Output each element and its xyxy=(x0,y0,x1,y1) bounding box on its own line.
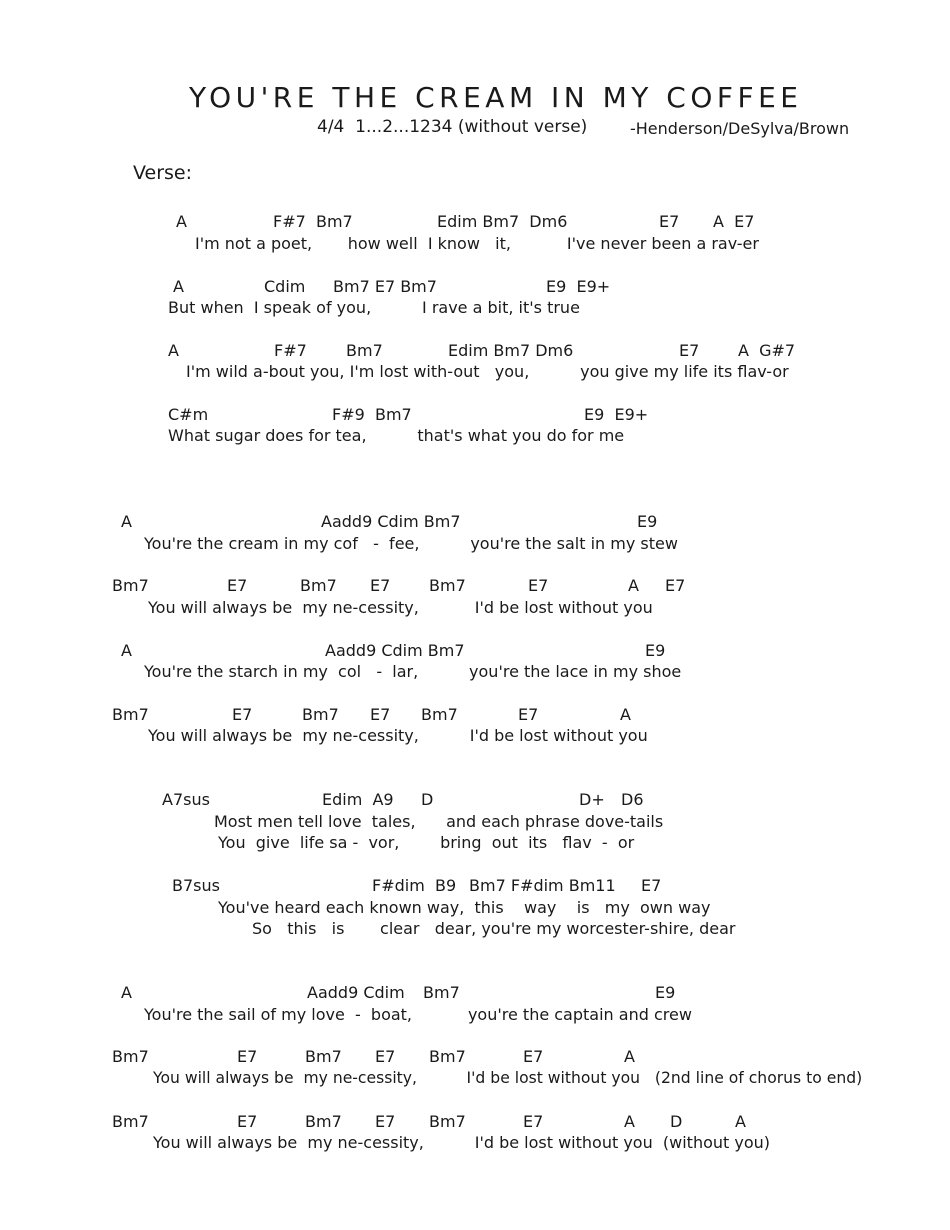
chord: A xyxy=(168,341,179,360)
chord: A xyxy=(121,641,132,660)
chord: F#7 xyxy=(274,341,307,360)
chord: Cdim xyxy=(264,277,306,296)
chord: Bm7 xyxy=(112,1112,149,1131)
chord: Edim Bm7 Dm6 xyxy=(448,341,574,360)
chord: Bm7 xyxy=(300,576,337,595)
chord: E7 xyxy=(679,341,700,360)
chord: C#m xyxy=(168,405,209,424)
chord: E7 xyxy=(375,1112,396,1131)
chord: E7 xyxy=(641,876,662,895)
chord: F#9 Bm7 xyxy=(332,405,412,424)
chord: D xyxy=(670,1112,683,1131)
chord: E7 xyxy=(232,705,253,724)
chord: E9 xyxy=(637,512,658,531)
chord: E7 xyxy=(523,1047,544,1066)
chord: A7sus xyxy=(162,790,210,809)
chord: Edim A9 xyxy=(322,790,394,809)
chord: E7 xyxy=(227,576,248,595)
chord: A xyxy=(121,983,132,1002)
chord: Aadd9 Cdim xyxy=(307,983,405,1002)
chord: E9 E9+ xyxy=(584,405,649,424)
chord: Bm7 xyxy=(112,1047,149,1066)
chord: E7 xyxy=(370,576,391,595)
chord: A xyxy=(624,1047,635,1066)
lyric-line: I'm not a poet, how well I know it, I've never been a rav-er xyxy=(195,234,759,253)
chord: Aadd9 Cdim Bm7 xyxy=(321,512,461,531)
lyric-line: What sugar does for tea, that's what you do for me xyxy=(168,426,625,445)
chord: D+ xyxy=(579,790,605,809)
chord: A E7 xyxy=(713,212,755,231)
chord: A xyxy=(173,277,184,296)
lyric-line: So this is clear dear, you're my worcester-shire, dear xyxy=(252,919,736,938)
chord: E7 xyxy=(237,1112,258,1131)
chord: F#dim B9 xyxy=(372,876,457,895)
chord: Bm7 F#dim Bm11 xyxy=(469,876,616,895)
lyric-line: But when I speak of you, I rave a bit, it's true xyxy=(168,298,580,317)
chord: E7 xyxy=(370,705,391,724)
lyric-line: You're the starch in my col - lar, you're the lace in my shoe xyxy=(144,662,682,681)
lyric-line: You will always be my ne-cessity, I'd be lost without you (without you) xyxy=(153,1133,771,1152)
chord: E7 xyxy=(375,1047,396,1066)
chord: A xyxy=(121,512,132,531)
chord: Bm7 xyxy=(302,705,339,724)
chord: Bm7 xyxy=(346,341,383,360)
chord: E7 xyxy=(665,576,686,595)
chord: Bm7 xyxy=(429,1112,466,1131)
chord: Aadd9 Cdim Bm7 xyxy=(325,641,465,660)
chord: Bm7 xyxy=(305,1112,342,1131)
lyric-line: Most men tell love tales, and each phrase dove-tails xyxy=(214,812,664,831)
lyric-line: You've heard each known way, this way is my own way xyxy=(218,898,711,917)
lyric-line: I'm wild a-bout you, I'm lost with-out you, you give my life its flav-or xyxy=(186,362,789,381)
song-title: YOU'RE THE CREAM IN MY COFFEE xyxy=(189,81,803,114)
chord: E9 xyxy=(655,983,676,1002)
chord: Bm7 xyxy=(112,705,149,724)
tempo-note: 4/4 1...2...1234 (without verse) xyxy=(317,117,588,137)
lyric-line: You're the cream in my cof - fee, you're the salt in my stew xyxy=(144,534,678,553)
chord: B7sus xyxy=(172,876,220,895)
lyric-line: You're the sail of my love - boat, you're the captain and crew xyxy=(144,1005,692,1024)
chord: Bm7 xyxy=(429,576,466,595)
chord: A xyxy=(620,705,631,724)
chord: Bm7 xyxy=(112,576,149,595)
chord: A xyxy=(735,1112,746,1131)
chord: D xyxy=(421,790,434,809)
chord: E7 xyxy=(523,1112,544,1131)
chord: Bm7 xyxy=(429,1047,466,1066)
chord: Bm7 xyxy=(421,705,458,724)
chord: E7 xyxy=(528,576,549,595)
lyric-line: You will always be my ne-cessity, I'd be lost without you (2nd line of chorus to end) xyxy=(153,1069,863,1087)
chord: E9 xyxy=(645,641,666,660)
chord: F#7 Bm7 xyxy=(273,212,353,231)
chord: Bm7 xyxy=(305,1047,342,1066)
chord: E9 E9+ xyxy=(546,277,611,296)
chord: D6 xyxy=(621,790,644,809)
chord: Bm7 E7 Bm7 xyxy=(333,277,437,296)
chord: E7 xyxy=(659,212,680,231)
chord: A xyxy=(176,212,187,231)
chord: Bm7 xyxy=(423,983,460,1002)
authors: -Henderson/DeSylva/Brown xyxy=(630,119,850,138)
verse-label: Verse: xyxy=(133,162,193,184)
lyric-line: You will always be my ne-cessity, I'd be lost without you xyxy=(148,598,653,617)
chord: E7 xyxy=(237,1047,258,1066)
chord: A xyxy=(624,1112,635,1131)
chord: Edim Bm7 Dm6 xyxy=(437,212,568,231)
lyric-line: You give life sa - vor, bring out its flav - or xyxy=(218,833,635,852)
chord: A xyxy=(628,576,639,595)
lyric-line: You will always be my ne-cessity, I'd be lost without you xyxy=(148,726,648,745)
chord: E7 xyxy=(518,705,539,724)
chord: A G#7 xyxy=(738,341,796,360)
